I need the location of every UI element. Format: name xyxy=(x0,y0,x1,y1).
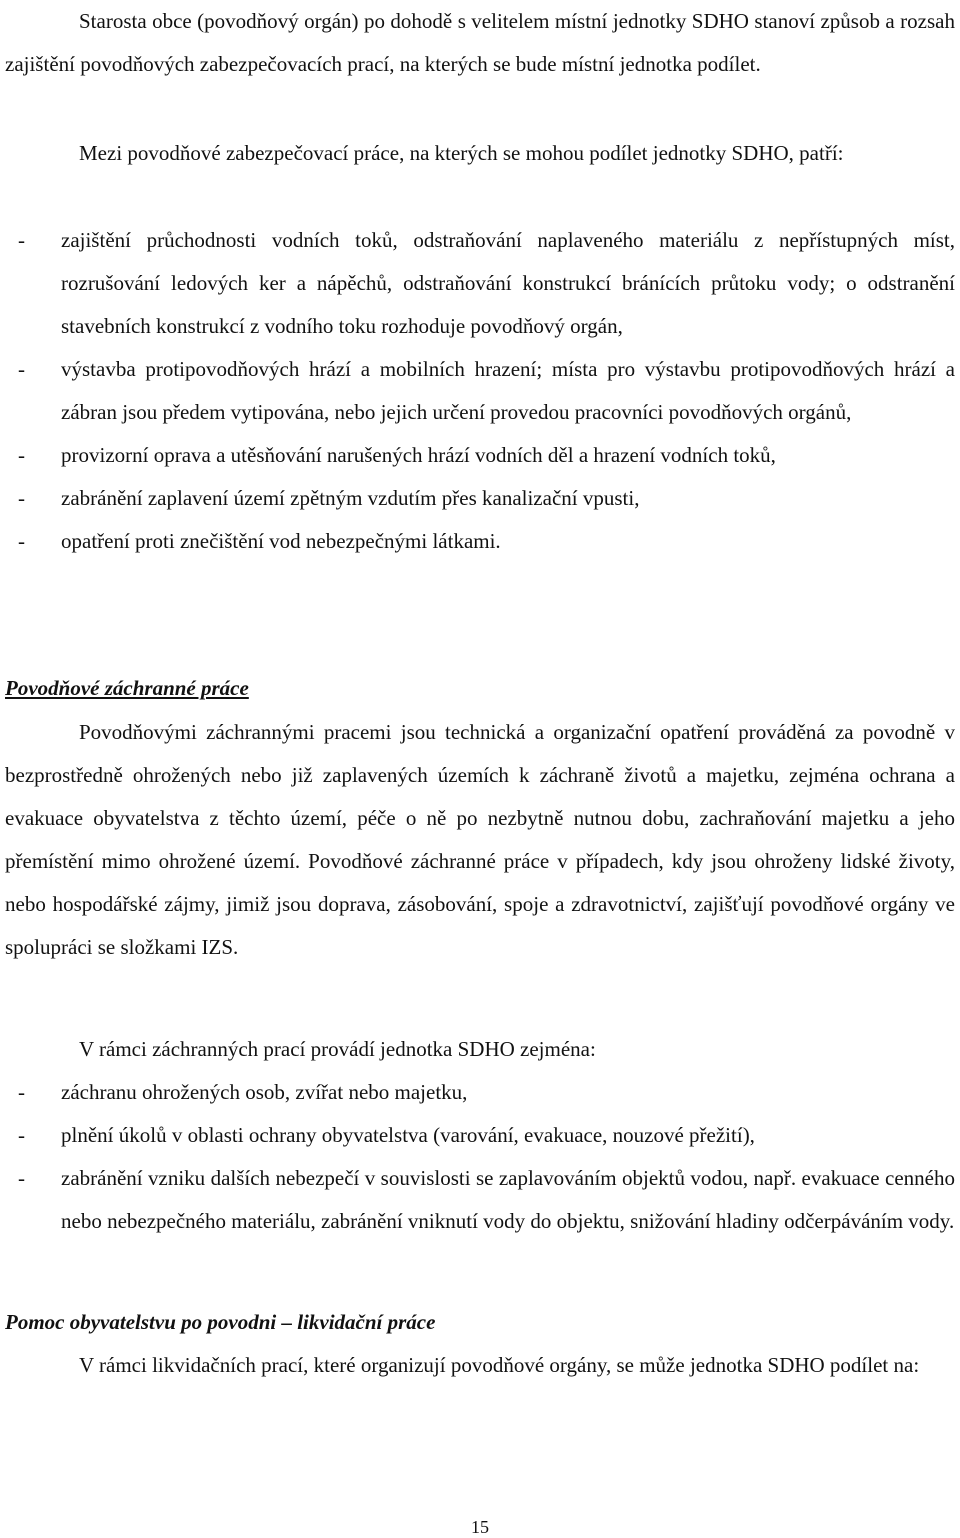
paragraph-text: Starosta obce (povodňový orgán) po dohodě s velitelem místní jednotky SDHO stanoví způsob a rozsah zajištění povodňových zabezpečovacích prací, na kterých se bude místní jednotka podílet. xyxy=(5,9,955,76)
dash-bullet: - xyxy=(18,443,25,467)
paragraph-intro xyxy=(5,0,955,86)
dash-bullet: - xyxy=(18,529,25,553)
list-item-text: opatření proti znečištění vod nebezpečnými látkami. xyxy=(61,529,501,553)
dash-bullet: - xyxy=(18,228,25,252)
list-protective-works xyxy=(5,219,955,563)
list-rescue-tasks xyxy=(5,1071,955,1243)
dash-bullet: - xyxy=(18,357,25,381)
page-number: 15 xyxy=(471,1517,489,1537)
dash-bullet: - xyxy=(18,1166,25,1190)
section-heading-rescue: Povodňové záchranné práce xyxy=(5,676,249,700)
paragraph-text: V rámci likvidačních prací, které organizují povodňové orgány, se může jednotka SDHO podílet na: xyxy=(79,1353,920,1377)
list-item-text: provizorní oprava a utěsňování narušených hrází vodních děl a hrazení vodních toků, xyxy=(61,443,776,467)
paragraph-liquidation xyxy=(5,1344,955,1387)
list-item-text: zajištění průchodnosti vodních toků, odstraňování naplaveného materiálu z nepřístupných míst, rozrušování ledových ker a nápěchů, odstraňování konstrukcí bránících průtoku vody; o odstranění stavebních konstrukcí z vodního toku rozhoduje povodňový orgán, xyxy=(61,228,955,338)
paragraph-text: V rámci záchranných prací provádí jednotka SDHO zejména: xyxy=(79,1037,596,1061)
dash-bullet: - xyxy=(18,1123,25,1147)
paragraph-text: Povodňovými záchrannými pracemi jsou technická a organizační opatření prováděná za povodně v bezprostředně ohrožených nebo již zaplavených územích k záchraně životů a majetku, zejména ochrana a evakuace obyvatelstva z těchto území, péče o ně po nezbytně nutnou dobu, zachraňování majetku a jeho přemístění mimo ohrožené území. Povodňové záchranné práce v případech, kdy jsou ohroženy lidské životy, nebo hospodářské zájmy, jimiž jsou doprava, zásobování, spoje a zdravotnictví, zajišťují povodňové orgány ve spolupráci se složkami IZS. xyxy=(5,720,955,959)
list-item xyxy=(5,1114,955,1157)
paragraph-works-intro xyxy=(5,132,955,175)
list-item xyxy=(5,219,955,348)
list-item-text: zabránění zaplavení území zpětným vzdutím přes kanalizační vpusti, xyxy=(61,486,640,510)
list-item xyxy=(5,1157,955,1243)
list-item xyxy=(5,1071,955,1114)
dash-bullet: - xyxy=(18,1080,25,1104)
list-item xyxy=(5,348,955,434)
list-item-text: plnění úkolů v oblasti ochrany obyvatelstva (varování, evakuace, nouzové přežití), xyxy=(61,1123,755,1147)
list-item xyxy=(5,477,955,520)
list-item-text: zabránění vzniku dalších nebezpečí v souvislosti se zaplavováním objektů vodou, např. evakuace cenného nebo nebezpečného materiálu, zabránění vniknutí vody do objektu, snižování hladiny odčerpáváním vody. xyxy=(61,1166,955,1233)
list-item-text: výstavba protipovodňových hrází a mobilních hrazení; místa pro výstavbu protipovodňových hrází a zábran jsou předem vytipována, nebo jejich určení provedou pracovníci povodňových orgánů, xyxy=(61,357,955,424)
list-item xyxy=(5,520,955,563)
list-item xyxy=(5,434,955,477)
list-item-text: záchranu ohrožených osob, zvířat nebo majetku, xyxy=(61,1080,468,1104)
paragraph-rescue-tasks xyxy=(5,1028,955,1071)
dash-bullet: - xyxy=(18,486,25,510)
paragraph-rescue xyxy=(5,711,955,969)
section-heading-liquidation: Pomoc obyvatelstvu po povodni – likvidační práce xyxy=(5,1310,436,1334)
paragraph-text: Mezi povodňové zabezpečovací práce, na kterých se mohou podílet jednotky SDHO, patří: xyxy=(79,141,844,165)
